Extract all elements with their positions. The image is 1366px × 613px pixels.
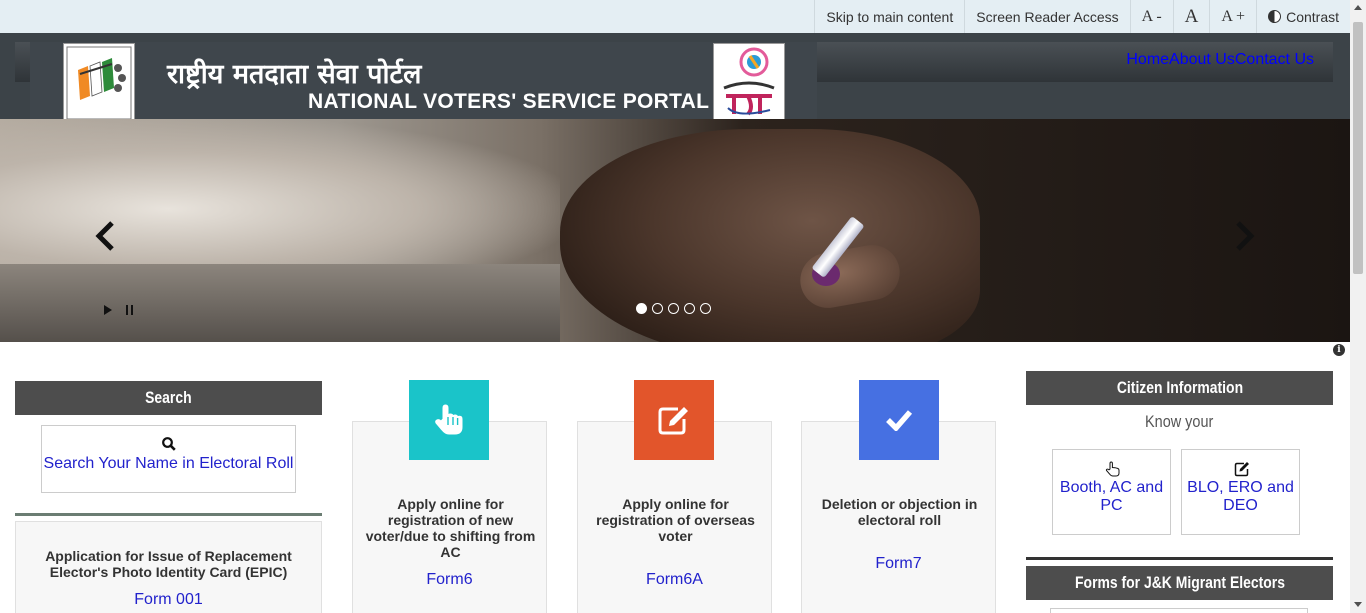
carousel-indicator-dot[interactable]	[652, 303, 663, 314]
form7-icon-tile[interactable]	[859, 380, 939, 460]
form6a-icon-tile[interactable]	[634, 380, 714, 460]
hero-carousel	[0, 119, 1350, 342]
utility-bar	[0, 0, 1350, 33]
blo-ero-deo-label: BLO, ERO and DEO	[1187, 479, 1294, 514]
font-decrease-button[interactable]: A -	[1130, 0, 1173, 33]
carousel-indicator-dot[interactable]	[636, 303, 647, 314]
carousel-player-controls	[104, 305, 133, 315]
info-icon[interactable]: i	[1333, 344, 1345, 356]
contrast-icon	[1268, 10, 1281, 23]
page-scrollbar[interactable]	[1350, 0, 1366, 613]
screen-reader-access-link[interactable]: Screen Reader Access	[964, 0, 1129, 33]
booth-ac-pc-label: Booth, AC and PC	[1059, 479, 1164, 514]
jk-migrant-forms-heading: Forms for J&K Migrant Electors	[1026, 566, 1333, 600]
carousel-indicators	[636, 303, 711, 314]
epic-card	[15, 521, 322, 613]
portal-title-hindi: राष्ट्रीय मतदाता सेवा पोर्टल	[167, 59, 422, 90]
font-increase-button[interactable]: A +	[1209, 0, 1256, 33]
blo-ero-deo-button[interactable]	[1181, 449, 1300, 535]
carousel-indicator-dot[interactable]	[700, 303, 711, 314]
form-001-link[interactable]: Form 001	[134, 591, 203, 608]
festival-logo-icon	[714, 44, 784, 122]
font-normal-button[interactable]: A	[1173, 0, 1210, 33]
scrollbar-thumb[interactable]	[1353, 22, 1363, 274]
citizen-information-heading: Citizen Information	[1026, 371, 1333, 405]
carousel-sea-image	[0, 264, 560, 342]
skip-to-main-link[interactable]: Skip to main content	[814, 0, 964, 33]
form6-description: Apply online for registration of new voter/due to shifting from AC	[365, 496, 536, 560]
carousel-sky-image	[0, 119, 560, 269]
carousel-indicator-dot[interactable]	[684, 303, 695, 314]
play-icon[interactable]	[104, 305, 112, 315]
nav-home-link[interactable]: Home	[1126, 51, 1170, 68]
epic-title: Application for Issue of Replacement Elector's Photo Identity Card (EPIC)	[45, 548, 292, 580]
divider	[15, 513, 322, 516]
eci-logo-icon	[64, 44, 134, 122]
form7-link[interactable]: Form7	[875, 555, 922, 572]
carousel-hand-image	[560, 129, 980, 342]
eci-logo[interactable]	[63, 43, 135, 123]
search-heading: Search	[15, 381, 322, 415]
hand-pointer-icon	[434, 404, 464, 436]
search-icon	[162, 437, 176, 451]
carousel-next-button[interactable]	[1232, 219, 1258, 253]
nav-contact-us-link[interactable]: Contact Us	[1234, 51, 1314, 68]
divider	[1026, 557, 1333, 560]
chevron-right-icon	[1232, 219, 1258, 253]
scroll-up-arrow-icon[interactable]	[1354, 5, 1362, 10]
nav-about-us-link[interactable]: About Us	[1169, 51, 1235, 68]
form7-description: Deletion or objection in electoral roll	[821, 496, 978, 528]
know-your-label: Know your	[1145, 412, 1214, 431]
form6-icon-tile[interactable]	[409, 380, 489, 460]
portal-title-english: NATIONAL VOTERS' SERVICE PORTAL	[308, 90, 710, 113]
edit-icon	[658, 405, 690, 435]
scroll-down-arrow-icon[interactable]	[1354, 602, 1362, 607]
jk-migrant-forms-box	[1050, 608, 1308, 613]
carousel-indicator-dot[interactable]	[668, 303, 679, 314]
carousel-prev-button[interactable]	[92, 219, 118, 253]
contrast-button[interactable]	[1256, 0, 1350, 33]
form6-link[interactable]: Form6	[426, 571, 473, 588]
booth-ac-pc-button[interactable]	[1052, 449, 1171, 535]
top-navigation	[1126, 51, 1314, 69]
hand-pointer-icon	[1105, 461, 1121, 477]
pause-icon[interactable]	[126, 305, 133, 315]
form6a-description: Apply online for registration of overseas voter	[596, 496, 755, 544]
search-electoral-roll-link[interactable]: Search Your Name in Electoral Roll	[43, 455, 294, 472]
site-header	[0, 33, 1350, 119]
chevron-left-icon	[92, 219, 118, 253]
contrast-label: Contrast	[1286, 8, 1339, 25]
checkmark-icon	[885, 409, 913, 431]
desh-ka-maha-tyohar-logo	[713, 43, 785, 123]
logo-banner	[30, 42, 817, 124]
search-electoral-roll-button[interactable]	[41, 425, 296, 493]
edit-icon	[1234, 461, 1250, 477]
form6a-link[interactable]: Form6A	[646, 571, 703, 588]
